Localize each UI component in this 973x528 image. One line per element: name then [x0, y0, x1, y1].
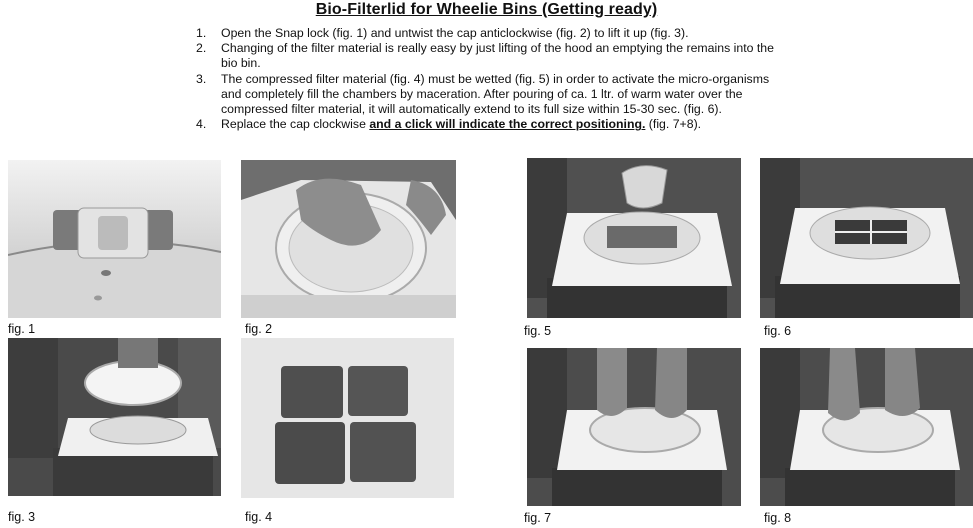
fig-1-caption: fig. 1 — [8, 322, 36, 336]
step-text-emphasis: and a click will indicate the correct positioning. — [369, 117, 646, 132]
fig-8-photo — [760, 348, 973, 506]
step-text — [221, 117, 786, 132]
fig-2-photo — [241, 160, 456, 318]
step-2 — [196, 41, 786, 71]
fig-6-photo — [760, 158, 973, 318]
step-number: 1. — [196, 26, 207, 40]
fig-6-caption: fig. 6 — [764, 324, 792, 338]
step-text-plain-end: (fig. 7+8). — [645, 117, 702, 132]
step-text-plain: Replace the cap clockwise — [221, 117, 370, 132]
step-3 — [196, 72, 786, 118]
step-number: 3. — [196, 71, 207, 86]
fig-8-caption: fig. 8 — [764, 511, 792, 525]
fig-3-photo — [8, 338, 221, 496]
page-title: Bio-Filterlid for Wheelie Bins (Getting ready) — [315, 1, 658, 18]
fig-7-caption: fig. 7 — [524, 511, 552, 525]
fig-5-caption: fig. 5 — [524, 324, 552, 338]
step-text: The compressed filter material (fig. 4) must be wetted (fig. 5) in order to activate the micro-organisms and completely fill the chambers by maceration. After pouring of ca. 1 ltr. of warm water over the compressed filter material, it will automatically extend to its full size within 15-30 sec. (fig. 6). — [221, 71, 770, 117]
fig-4-photo — [241, 338, 454, 498]
step-1 — [196, 26, 786, 41]
step-4 — [196, 117, 786, 132]
fig-2-caption: fig. 2 — [245, 322, 273, 336]
fig-5-photo — [527, 158, 741, 318]
instruction-list — [196, 26, 786, 132]
fig-7-photo — [527, 348, 741, 506]
fig-1-photo — [8, 160, 221, 318]
fig-3-caption: fig. 3 — [8, 510, 36, 524]
step-text: Changing of the filter material is really easy by just lifting of the hood an emptying the remains into the bio bin. — [221, 41, 774, 71]
step-text: Open the Snap lock (fig. 1) and untwist the cap anticlockwise (fig. 2) to lift it up (fig. 3). — [221, 26, 689, 40]
step-number: 4. — [196, 117, 207, 132]
fig-4-caption: fig. 4 — [245, 510, 273, 524]
step-number: 2. — [196, 41, 207, 56]
